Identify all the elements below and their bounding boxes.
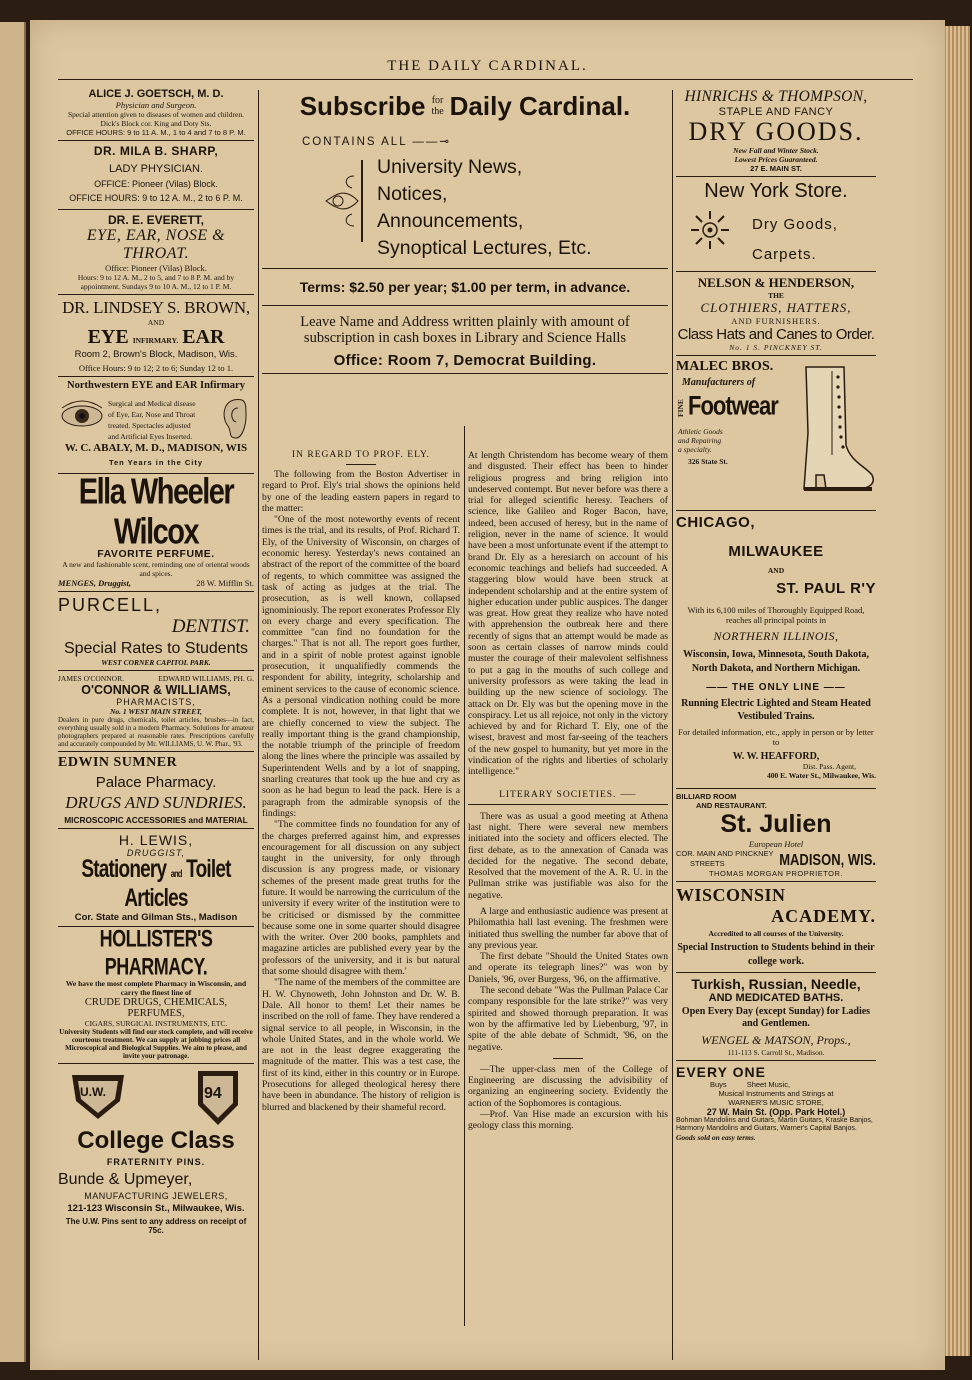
ad-headline: Stationery bbox=[81, 856, 167, 884]
rule-icon: —— bbox=[823, 682, 846, 693]
northwestern-infirmary-ad bbox=[58, 380, 254, 470]
article-paragraph: There was as usual a good meeting at Athena last night. There were several new members initiated into the society and officers elected. The first debate, as to the annexation of Canada was decided for the negative. The second debate, Resolved that the movement of the A. R. U. in the Pullman strike was justifiable was also for the negative. bbox=[468, 810, 668, 901]
contains-text: CONTAINS ALL bbox=[302, 136, 408, 148]
article-title: LITERARY SOCIETIES. bbox=[499, 789, 617, 800]
goetsch-ad bbox=[58, 88, 254, 137]
book-page-edges bbox=[944, 26, 970, 1356]
ad-headline: Carpets. bbox=[752, 246, 817, 263]
lewis-druggist-ad bbox=[58, 832, 254, 923]
ad-line: W. W. HEAFFORD, bbox=[732, 751, 820, 762]
banner-word: Subscribe bbox=[299, 90, 426, 121]
only-line-label bbox=[676, 682, 876, 693]
ad-line: LADY PHYSICIAN. bbox=[109, 163, 203, 175]
pin-shield-label: U.W. bbox=[80, 1085, 106, 1099]
ad-headline: MADISON, WIS. bbox=[779, 850, 876, 868]
ad-name: PURCELL, bbox=[58, 595, 163, 615]
ad-line: 111-113 S. Carroll St., Madison. bbox=[727, 1048, 825, 1057]
article-paragraph: —Prof. Van Hise made an excursion with his geology class this morning. bbox=[468, 1109, 668, 1132]
ad-line: MENGES, Druggist, bbox=[58, 578, 131, 588]
ad-line: OFFICE: Pioneer (Vilas) Block. bbox=[94, 179, 218, 189]
article-paragraph: "One of the most noteworthy events of recent times is the trial, and its results, of Prof. Richard T. Ely, of the University of Wisconsin, on charges of economic heresy. Yesterday's news contained an abstract of the report of the committee of the board of regents, to which committee was assigned the task of acting as judges at the trial. The prosecution, as is well known, collapsed ignominiously. The report exonerates Professor Ely on every charge and every specification. The committee "can find no foundation for the charges." That is not all. The report goes further, and in a spirit of noble protest against ignoble prosecution, it unqualifiedly commends the respondent for ability, integrity, scholarship and eminent services to the cause of economic science. As a personal vindication nothing could be more complete. It is not, however, in that light that we are chiefly concerned to view the subject. The really important thing is the grand championship, the notable triumph of the principle of freedom along the lines where the principle was assailed by Superintendent Wells and by a lot of snapping, snarling creatures that took up the hue and cry as soon as he had begun to lead the pack. Here is a paragraph from the admirable synopsis of the findings: bbox=[262, 514, 460, 819]
ad-headline: College Class bbox=[77, 1127, 235, 1154]
ad-line: CIGARS, SURGICAL INSTRUMENTS, ETC. bbox=[84, 1019, 228, 1028]
ad-headline: Special Rates to Students bbox=[63, 640, 249, 657]
article-paragraph: At length Christendom has become weary of them and disgusted. Their effect has been to hinder religious progress and bring religion into undeserved contempt. But never before was there a trial for alleged scientific heresy. Teachers of science, like Galileo and Roger Bacon, have, indeed, been accused of heresy, but in the name of religion, never in the name of science. It would have been a most unfortunate event if the attempt to brand Dr. Ely as a heresiarch on account of his economic teachings and beliefs had succeeded. A staggering blow would have been struck at independent scholarship and at the entire system of higher education under public auspices. The danger was great. How great they realize who have noted with apprehension the outbreak here and there recently of signs that an attempt would be made as soon as certain classes of narrow minds could muster the courage of their malevolent selfishness to put a gag in the mouths of such college and university professors as were taking the lead in building up the new science of sociology. The attack on Dr. Ely was but the opening move in the conspiracy. Let us all rejoice, not only in the victory achieved by and for Richard T. Ely, one of the wisest, bravest and most far-seeing of the teachers of the new gospel to humanity, but yet more in the vindication of the rights and liberties of scholarly intelligence." bbox=[468, 450, 668, 778]
ad-line: Musical Instruments and Strings at bbox=[718, 1089, 834, 1098]
ad-name: DR. E. EVERETT, bbox=[107, 213, 205, 227]
article-paragraph: The first debate "Should the United States own and operate its telegraph lines?" was won by Daniels, '96, over Burgess, '96, on the affirmative. bbox=[468, 951, 668, 985]
ad-line: THE ONLY LINE bbox=[731, 682, 820, 693]
ad-line: STAPLE AND FANCY bbox=[718, 106, 834, 118]
article-paragraph: "The committee finds no foundation for any of the charges preferred against him, and expresses encouragement for all discussion on any subject taught in the university, for only through discussion is any progress made, or visionary schemes of the present made great truths for the future. It would be narrowing the curriculum of the university if every writer of the institution were to be criticised or dismissed by the committee because some one in some quarter should disagree with the writer. Over 200 books, pamphlets and magazine articles are published every year by the professors of the university, and it is but natural that some should disagree with them.' bbox=[262, 819, 460, 978]
ad-line: 121-123 Wisconsin St., Milwaukee, Wis. bbox=[67, 1203, 245, 1214]
ad-name: WENGEL & MATSON, Props., bbox=[701, 1033, 851, 1047]
ad-line: New Fall and Winter Stock. bbox=[733, 146, 819, 155]
ad-line: Wisconsin, Iowa, Minnesota, South Dakota, North Dakota, and Northern Michigan. bbox=[683, 649, 869, 674]
ad-headline: DRY GOODS. bbox=[688, 117, 864, 146]
hollister-pharmacy-ad bbox=[58, 924, 254, 1060]
eye-illustration-icon bbox=[60, 398, 104, 434]
ad-headline: Class Hats and Canes to Order. bbox=[677, 326, 875, 343]
ad-line: AND RESTAURANT. bbox=[696, 801, 767, 810]
ad-line: Ten Years in the City bbox=[108, 458, 204, 467]
ad-line: Running Electric Lighted and Steam Heated Vestibuled Trains. bbox=[681, 698, 871, 722]
ad-line: PHARMACISTS, bbox=[116, 697, 196, 707]
ad-line: FAVORITE PERFUME. bbox=[97, 548, 215, 560]
ad-line: European Hotel bbox=[748, 839, 804, 849]
new-york-store-ad bbox=[676, 180, 876, 268]
contents-item: University News, bbox=[377, 156, 523, 178]
brown-ad bbox=[58, 298, 254, 373]
ely-article bbox=[262, 450, 460, 1113]
ad-line: Special attention given to diseases of women and children. bbox=[68, 110, 244, 119]
ornament-icon bbox=[314, 156, 364, 246]
ad-line: Goods sold on easy terms. bbox=[676, 1133, 756, 1142]
ad-name: DR. LINDSEY S. BROWN, bbox=[62, 298, 250, 317]
facing-page-edge bbox=[0, 22, 26, 1362]
banner-small: for bbox=[431, 95, 444, 106]
ad-headline: DENTIST. bbox=[171, 616, 250, 637]
column-rule bbox=[258, 90, 259, 1360]
ad-headline: NORTHERN ILLINOIS, bbox=[713, 629, 839, 643]
wisconsin-academy-ad bbox=[676, 885, 876, 969]
flourish-icon: ⸺ bbox=[619, 789, 637, 800]
ad-name: MILWAUKEE bbox=[728, 543, 824, 560]
ad-line: Cor. State and Gilman Sts., Madison bbox=[74, 912, 238, 923]
ad-line: CRUDE DRUGS, CHEMICALS, PERFUMES, bbox=[84, 997, 228, 1019]
ad-line: For detailed information, etc., apply in person or by letter to bbox=[678, 727, 874, 747]
flourish-icon: ——⊸ bbox=[412, 136, 452, 148]
ad-name: O'CONNOR & WILLIAMS, bbox=[81, 683, 231, 697]
ad-name: HINRICHS & THOMPSON, bbox=[684, 88, 868, 105]
ad-line: JAMES O'CONNOR. bbox=[58, 674, 124, 683]
ad-line: 400 E. Water St., Milwaukee, Wis. bbox=[766, 771, 876, 780]
ad-line: A new and fashionable scent, reminding one of oriental woods and spices. bbox=[62, 560, 250, 578]
sunburst-icon bbox=[690, 210, 730, 250]
ad-headline: Palace Pharmacy. bbox=[95, 774, 217, 791]
ad-line: Office: Pioneer (Vilas) Block. bbox=[105, 263, 207, 273]
masthead-rule bbox=[58, 79, 913, 80]
ad-name: New York Store. bbox=[704, 180, 848, 202]
ad-name: Turkish, Russian, Needle, bbox=[691, 976, 861, 992]
right-text-column bbox=[468, 450, 668, 1132]
ad-line: DRUGGIST, bbox=[126, 848, 186, 858]
ad-name: DR. MILA B. SHARP, bbox=[93, 144, 219, 158]
ad-name: EVERY ONE bbox=[676, 1064, 766, 1080]
ad-line: Open Every Day (except Sunday) for Ladies and Gentlemen. bbox=[681, 1006, 871, 1029]
everett-ad bbox=[58, 213, 254, 291]
wilcox-perfume-ad bbox=[58, 472, 254, 588]
ad-line: and Artificial Eyes Inserted. bbox=[108, 432, 193, 441]
ad-headline: EYE bbox=[87, 326, 129, 348]
ad-headline: EAR bbox=[182, 326, 225, 348]
ad-line: WEST CORNER CAPITOL PARK. bbox=[101, 658, 211, 667]
ad-name: W. C. ABALY, M. D., MADISON, WIS bbox=[64, 442, 248, 454]
ad-line: Manufacturers of bbox=[682, 377, 756, 388]
ad-line: 326 State St. bbox=[688, 457, 728, 466]
article-paragraph: "The name of the members of the committee are H. W. Chynoweth, John Johnston and Dr. W. B. Dale. All honor to them! Let their names be inscribed on the roll of fame. They have rendered a signal service to all people, in Wisconsin, in the whole United States, and in the whole world. We are not in the least degree exaggerating the magnitude of the matter. This was a test case, the first of its kind, either in this country or in Europe. Prosecutions for alleged theological heresy there have been in abundance. The history of religion is blurred and blackened by their shameful record. bbox=[262, 977, 460, 1113]
ad-name: CHICAGO, bbox=[676, 514, 755, 531]
contents-list bbox=[262, 148, 668, 258]
ad-line: a specialty. bbox=[678, 445, 712, 454]
ad-line: Surgical and Medical disease bbox=[108, 399, 196, 408]
article-paragraph: The second debate "Was the Pullman Palace Car company responsible for the late strike?" was very spirited and showed thorough preparation. It was won by the affirmative led by Liebenburg, '97, in spite of the able debate of Schmidt, '96, on the negative. bbox=[468, 985, 668, 1053]
ad-line: 28 W. Mifflin St. bbox=[196, 578, 254, 588]
ad-line: AND FURNISHERS. bbox=[731, 316, 821, 326]
contains-label bbox=[302, 134, 668, 148]
ad-line: MICROSCOPIC ACCESSORIES and MATERIAL bbox=[64, 815, 248, 825]
ad-name: St. Julien bbox=[720, 810, 832, 838]
ad-name: ACADEMY. bbox=[771, 906, 876, 926]
hinrichs-thompson-ad bbox=[676, 88, 876, 173]
rule-icon: —— bbox=[706, 682, 729, 693]
ad-line: 27 W. Main St. (Opp. Park Hotel.) bbox=[706, 1107, 846, 1117]
ad-line: No. 1 WEST MAIN STREET, bbox=[109, 707, 203, 716]
ad-line: Accredited to all courses of the University. bbox=[708, 929, 844, 938]
ad-line: THE bbox=[768, 291, 784, 300]
ad-line: and Repairing bbox=[678, 436, 722, 445]
ad-line: OFFICE HOURS: 9 to 12 A. M., 2 to 6 P. M. bbox=[69, 193, 243, 203]
ad-line: MANUFACTURING JEWELERS, bbox=[84, 1191, 228, 1201]
sharp-ad bbox=[58, 144, 254, 203]
ad-line: Hours: 9 to 12 A. M., 2 to 5, and 7 to 8 P. M. and by appointment. Sundays 9 to 10 A. M., 12 to 1 P. M. bbox=[77, 273, 235, 291]
ad-headline: CLOTHIERS, HATTERS, bbox=[700, 300, 852, 315]
contents-item: Announcements, bbox=[377, 210, 524, 232]
ad-line: The U.W. Pins sent to any address on receipt of 75c. bbox=[65, 1217, 247, 1235]
fraternity-pins-ad bbox=[58, 1067, 254, 1237]
column-rule bbox=[672, 90, 673, 1360]
ad-name: WISCONSIN bbox=[676, 885, 786, 905]
ad-line: Dist. Pass. Agent, bbox=[802, 762, 856, 771]
middle-column bbox=[262, 88, 668, 1363]
ad-line: FRATERNITY PINS. bbox=[106, 1157, 206, 1167]
ad-line: Special Instruction to Students behind in their college work. bbox=[677, 942, 875, 967]
newspaper-page bbox=[30, 20, 945, 1370]
literary-title bbox=[468, 786, 668, 800]
ad-line: AND bbox=[147, 318, 165, 327]
sumner-pharmacy-ad bbox=[58, 755, 254, 825]
ad-line: treated. Spectacles adjusted bbox=[108, 421, 191, 430]
ear-illustration-icon bbox=[218, 396, 250, 440]
ad-line: Bohman Mandolins and Guitars, Martin Guitars, Kraske Banjos, Harmony Mandolins and Guitars, Warner's Capital Banjos. bbox=[676, 1117, 873, 1132]
ad-line: and bbox=[170, 868, 182, 880]
ad-name: HOLLISTER'S PHARMACY. bbox=[99, 924, 213, 980]
ad-line: We have the most complete Pharmacy in Wisconsin, and carry the finest line of bbox=[65, 979, 247, 997]
right-ads-column bbox=[676, 88, 876, 1363]
ad-line: Physician and Surgeon. bbox=[115, 100, 197, 110]
left-ads-column bbox=[58, 88, 254, 1363]
ad-name: ST. PAUL R'Y bbox=[776, 580, 876, 597]
baths-ad bbox=[676, 976, 876, 1057]
ad-line: Dick's Block cor. King and Doty Sts. bbox=[100, 119, 212, 128]
ad-line: INFIRMARY. bbox=[132, 336, 179, 345]
banner-small: the bbox=[431, 106, 444, 117]
subscribe-banner bbox=[262, 88, 668, 124]
boot-illustration-icon bbox=[786, 363, 876, 503]
article-paragraph: —The upper-class men of the College of Engineering are discussing the advisibility of organizing an engineering society. Evidently the action of the Sophomores is contagious. bbox=[468, 1063, 668, 1109]
article-paragraph: The following from the Boston Advertiser in regard to Prof. Ely's trial shows the opinions held by one of the leading eastern papers in regard to the matter: bbox=[262, 469, 460, 514]
ad-line: Sheet Music, bbox=[746, 1080, 791, 1089]
ad-name: H. LEWIS, bbox=[118, 832, 194, 848]
contents-item: Notices, bbox=[377, 183, 448, 205]
ad-line: University Students will find our stock complete, and will receive courteous treatment. We can supply at jobbing prices all Microscopical and Biological Supplies. We aim to please, and invite your patronage. bbox=[59, 1028, 253, 1060]
ad-headline: Dry Goods, bbox=[752, 216, 838, 233]
ad-line: Buys bbox=[710, 1080, 727, 1089]
ad-line: OFFICE HOURS: 9 to 11 A. M., 1 to 4 and 7 to 8 P. M. bbox=[66, 128, 246, 137]
ad-headline: DRUGS AND SUNDRIES. bbox=[65, 793, 247, 812]
article-paragraph: A large and enthusiastic audience was present at Philomathia hall last evening. The freshmen were initiated thus swelling the number far above that of any previous year. bbox=[468, 905, 668, 951]
ad-line: Athletic Goods bbox=[678, 427, 723, 436]
ad-name: MALEC BROS. bbox=[676, 359, 774, 374]
leave-name-line: Leave Name and Address written plainly with amount of subscription in cash boxes in Library and Science Halls bbox=[300, 314, 630, 346]
ad-name: ALICE J. GOETSCH, M. D. bbox=[88, 88, 224, 100]
nelson-henderson-ad bbox=[676, 275, 876, 352]
oconnor-williams-ad bbox=[58, 674, 254, 748]
ad-line: No. 1 S. PINCKNEY ST. bbox=[729, 343, 823, 352]
ad-name: EDWIN SUMNER bbox=[58, 755, 178, 770]
ad-line: With its 6,100 miles of Thoroughly Equipped Road, reaches all principal points in bbox=[687, 605, 865, 625]
ad-headline: Ella Wheeler Wilcox bbox=[78, 472, 234, 552]
railway-ad bbox=[676, 514, 876, 780]
warner-music-ad bbox=[676, 1064, 876, 1142]
terms-line: Terms: $2.50 per year; $1.00 per term, in advance. bbox=[299, 279, 631, 295]
ad-line: EDWARD WILLIAMS, PH. G. bbox=[158, 674, 254, 683]
ad-line: STREETS bbox=[690, 859, 725, 868]
ad-line: Dealers in pure drugs, chemicals, toilet articles, brushes—in fact, everything usually sold in a modern Pharmacy. Solutions for amateur photographers prepared at reasonable rates. Prescriptions carefully and accurately compounded by Mr. WILLIAMS, U. W. Phar., '93. bbox=[58, 716, 254, 748]
ad-line: 27 E. MAIN ST. bbox=[750, 164, 802, 173]
contents-item: Synoptical Lectures, Etc. bbox=[377, 237, 592, 259]
purcell-dentist-ad bbox=[58, 595, 254, 667]
ad-line: COR. MAIN AND PINCKNEY bbox=[676, 849, 774, 858]
ad-name: NELSON & HENDERSON, bbox=[697, 275, 855, 290]
ad-name: Bunde & Upmeyer, bbox=[58, 1171, 193, 1188]
ad-headline: AND MEDICATED BATHS. bbox=[708, 992, 844, 1004]
office-line: Office: Room 7, Democrat Building. bbox=[333, 352, 597, 369]
pin-year-label: 94 bbox=[204, 1085, 222, 1102]
ad-line: WARNER'S MUSIC STORE, bbox=[728, 1098, 824, 1107]
ad-line: Office Hours: 9 to 12; 2 to 6; Sunday 12 to 1. bbox=[78, 363, 234, 373]
st-julien-ad bbox=[676, 792, 876, 878]
banner-word: Daily Cardinal. bbox=[449, 90, 631, 121]
ad-line: of Eye, Ear, Nose and Throat bbox=[108, 410, 196, 419]
malec-footwear-ad bbox=[676, 359, 876, 507]
article-title: IN REGARD TO PROF. ELY. bbox=[292, 450, 430, 460]
ad-line: Lowest Prices Guaranteed. bbox=[734, 155, 818, 164]
ad-line: FINE bbox=[676, 399, 685, 417]
ad-name: Northwestern EYE and EAR Infirmary bbox=[67, 380, 245, 391]
ad-line: BILLIARD ROOM bbox=[676, 792, 737, 801]
ad-headline: Footwear bbox=[688, 390, 778, 421]
ad-line: Room 2, Brown's Block, Madison, Wis. bbox=[74, 349, 238, 360]
ad-line: AND bbox=[767, 566, 785, 575]
ad-headline: Toilet Articles bbox=[124, 856, 231, 913]
ad-headline: EYE, EAR, NOSE & THROAT. bbox=[86, 227, 226, 262]
masthead: THE DAILY CARDINAL. bbox=[387, 58, 588, 74]
ad-line: THOMAS MORGAN PROPRIETOR. bbox=[708, 869, 844, 878]
